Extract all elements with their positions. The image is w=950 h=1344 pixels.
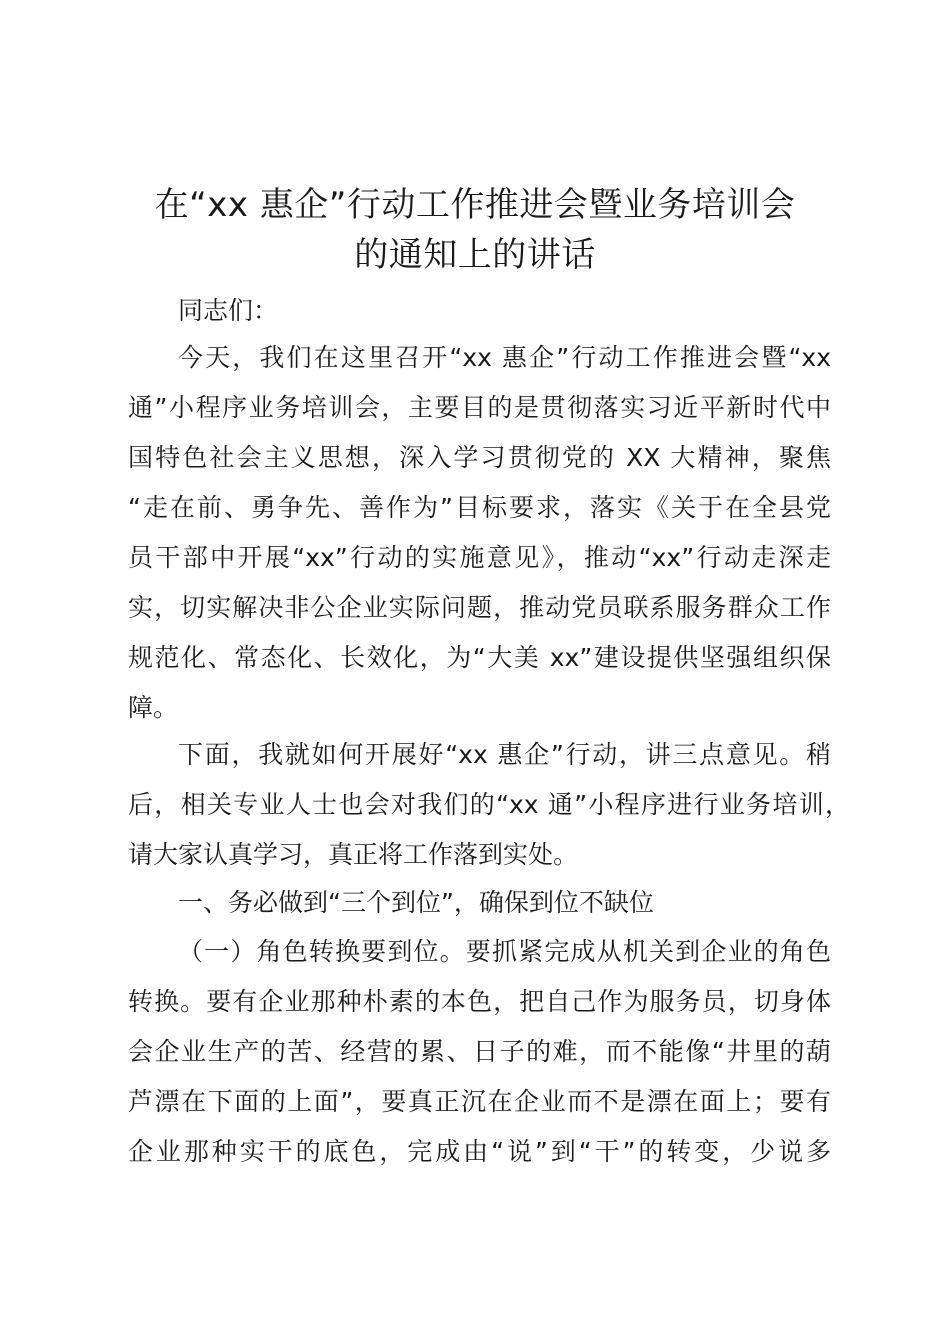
paragraph-3-line-3: 会企业生产的苦、经营的累、日子的难，而不能像“井里的葫: [128, 1037, 831, 1066]
paragraph-2-line-2: 后，相关专业人士也会对我们的“xx 通”小程序进行业务培训，: [128, 790, 850, 819]
document-title-line-1: 在“xx 惠企”行动工作推进会暨业务培训会: [154, 185, 796, 225]
paragraph-1-line-4: “走在前、勇争先、善作为”目标要求，落实《关于在全县党: [128, 493, 831, 522]
paragraph-3-line-1: （一）角色转换要到位。要抓紧完成从机关到企业的角色: [178, 937, 831, 966]
paragraph-1-line-3: 国特色社会主义思想，深入学习贯彻党的 XX 大精神，聚焦: [128, 443, 831, 472]
paragraph-1-line-2: 通”小程序业务培训会，主要目的是贯彻落实习近平新时代中: [128, 393, 831, 422]
paragraph-2-line-1: 下面，我就如何开展好“xx 惠企”行动，讲三点意见。稍: [178, 740, 831, 769]
paragraph-1-line-6: 实，切实解决非公企业实际问题，推动党员联系服务群众工作: [128, 593, 831, 622]
paragraph-1-line-5: 员干部中开展“xx”行动的实施意见》，推动“xx”行动走深走: [128, 543, 831, 572]
document-title-line-2: 的通知上的讲话: [354, 235, 596, 275]
section-heading-1: 一、务必做到“三个到位”，确保到位不缺位: [178, 888, 654, 917]
paragraph-1-line-1: 今天，我们在这里召开“xx 惠企”行动工作推进会暨“xx: [178, 343, 831, 372]
paragraph-1-line-8: 障。: [128, 693, 179, 722]
paragraph-3-line-4: 芦漂在下面的上面”，要真正沉在企业而不是漂在面上；要有: [128, 1087, 831, 1116]
paragraph-3-line-2: 转换。要有企业那种朴素的本色，把自己作为服务员，切身体: [128, 987, 831, 1016]
paragraph-3-line-5: 企业那种实干的底色，完成由“说”到“干”的转变，少说多: [128, 1137, 831, 1166]
paragraph-2-line-3: 请大家认真学习，真正将工作落到实处。: [128, 840, 579, 869]
salutation: 同志们：: [178, 296, 279, 325]
paragraph-1-line-7: 规范化、常态化、长效化，为“大美 xx”建设提供坚强组织保: [128, 643, 831, 672]
